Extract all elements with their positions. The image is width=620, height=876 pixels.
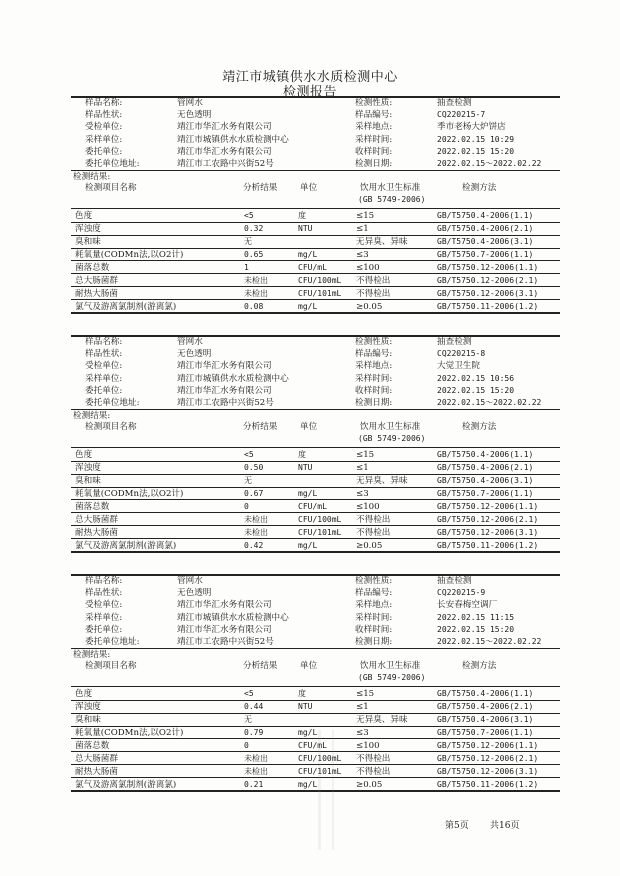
row-unit: CFU/mL <box>298 262 327 272</box>
row-standard: ≤100 <box>356 262 380 273</box>
row-item: 总大肠菌群 <box>75 514 118 525</box>
field-label-commission-address: 委托单位地址: <box>85 637 140 647</box>
row-unit: NTU <box>298 224 313 234</box>
field-value-sample-name: 管网水 <box>177 98 203 108</box>
column-header-method: 检测方法 <box>462 422 497 433</box>
field-label-sample-state: 样品性状: <box>85 110 123 121</box>
row-method: GB/T5750.11-2006(1.2) <box>437 301 539 311</box>
field-value-receive-time: 2022.02.15 15:20 <box>437 624 515 634</box>
column-header-standard: 饮用水卫生标准 <box>360 661 421 672</box>
row-item: 总大肠菌群 <box>75 275 118 286</box>
row-item: 耐热大肠菌 <box>75 766 118 777</box>
field-value-commission-unit: 靖江市华汇水务有限公司 <box>177 385 272 396</box>
field-label-test-nature: 检测性质: <box>355 337 393 347</box>
field-value-receive-time: 2022.02.15 15:20 <box>437 146 515 156</box>
rule-line <box>71 170 560 171</box>
row-result: 无 <box>244 715 252 724</box>
row-item: 浑浊度 <box>75 224 101 235</box>
column-header-standard: 饮用水卫生标准 <box>360 183 421 194</box>
field-value-sampling-unit: 靖江市城镇供水水质检测中心 <box>177 134 289 145</box>
row-result: <5 <box>244 689 254 699</box>
row-item: 色度 <box>75 689 93 700</box>
row-unit: 度 <box>298 211 306 221</box>
row-result: 0.79 <box>244 727 264 737</box>
row-standard: ≤100 <box>356 740 380 751</box>
field-value-sampling-time: 2022.02.15 11:15 <box>437 612 515 622</box>
field-label-commission-unit: 委托单位: <box>85 146 123 157</box>
row-item: 耗氧量(CODMn法,以O2计) <box>75 249 184 260</box>
column-header-method: 检测方法 <box>462 661 497 672</box>
field-label-commission-address: 委托单位地址: <box>85 398 140 408</box>
row-method: GB/T5750.4-2006(1.1) <box>437 450 534 460</box>
column-header-standard-sub: (GB 5749-2006) <box>358 673 426 683</box>
row-result: 无 <box>244 237 252 246</box>
rule-line <box>71 551 560 553</box>
row-unit: mg/L <box>298 249 318 259</box>
row-item: 臭和味 <box>75 237 101 247</box>
row-result: 0.65 <box>244 249 264 259</box>
row-unit: 度 <box>298 689 306 699</box>
row-method: GB/T5750.4-2006(3.1) <box>437 237 534 246</box>
row-method: GB/T5750.7-2006(1.1) <box>437 727 534 737</box>
field-label-test-nature: 检测性质: <box>355 576 393 586</box>
field-label-sampling-unit: 采样单位: <box>85 612 123 623</box>
field-label-test-date: 检测日期: <box>355 398 393 408</box>
row-item: 氯气及游离氯制剂(游离氯) <box>75 540 177 551</box>
field-label-test-date: 检测日期: <box>355 159 393 169</box>
field-value-commission-unit: 靖江市华汇水务有限公司 <box>177 624 272 635</box>
field-value-test-nature: 抽查检测 <box>437 576 472 586</box>
field-value-receive-time: 2022.02.15 15:20 <box>437 385 515 395</box>
field-label-commission-unit: 委托单位: <box>85 624 123 635</box>
field-value-client: 靖江市华汇水务有限公司 <box>177 122 272 133</box>
field-value-commission-address: 靖江市工农路中兴街52号 <box>177 398 274 408</box>
row-item: 总大肠菌群 <box>75 753 118 764</box>
field-label-sampling-unit: 采样单位: <box>85 134 123 145</box>
row-standard: 不得检出 <box>356 527 391 538</box>
row-result: 0.67 <box>244 488 264 498</box>
field-label-sampling-time: 采样时间: <box>355 373 393 384</box>
row-unit: CFU/101mL <box>298 766 342 776</box>
row-item: 氯气及游离氯制剂(游离氯) <box>75 301 177 312</box>
row-standard: ≤3 <box>356 727 369 738</box>
column-header-item: 检测项目名称 <box>85 183 137 194</box>
row-result: <5 <box>244 450 254 460</box>
scan-mark <box>318 730 358 850</box>
row-standard: 不得检出 <box>356 753 391 764</box>
row-method: GB/T5750.4-2006(3.1) <box>437 476 534 485</box>
column-header-result: 分析结果 <box>243 183 278 194</box>
row-item: 臭和味 <box>75 715 101 725</box>
row-standard: ≤15 <box>356 211 375 222</box>
field-label-sample-name: 样品名称: <box>85 337 123 347</box>
field-value-test-nature: 抽查检测 <box>437 337 472 347</box>
row-unit: mg/L <box>298 301 318 311</box>
field-label-client: 受检单位: <box>85 122 123 133</box>
row-standard: ≥0.05 <box>356 301 383 312</box>
row-unit: mg/L <box>298 488 318 498</box>
row-result: 1 <box>244 262 249 272</box>
row-item: 耗氧量(CODMn法,以O2计) <box>75 727 184 738</box>
field-value-sampling-site: 长安春梅空调厂 <box>437 600 498 611</box>
column-header-item: 检测项目名称 <box>85 422 137 433</box>
row-standard: 无异臭、异味 <box>356 237 408 247</box>
row-item: 菌落总数 <box>75 262 110 273</box>
row-unit: 度 <box>298 450 306 460</box>
column-header-standard-sub: (GB 5749-2006) <box>358 434 426 444</box>
row-method: GB/T5750.4-2006(1.1) <box>437 211 534 221</box>
row-method: GB/T5750.12-2006(2.1) <box>437 275 539 285</box>
row-item: 耐热大肠菌 <box>75 527 118 538</box>
row-item: 耐热大肠菌 <box>75 288 118 299</box>
row-item: 菌落总数 <box>75 501 110 512</box>
field-label-receive-time: 收样时间: <box>355 624 393 635</box>
page-number: 第5页 <box>445 821 469 831</box>
row-unit: CFU/101mL <box>298 288 342 298</box>
column-header-unit: 单位 <box>300 183 318 194</box>
field-value-sample-state: 无色透明 <box>177 110 212 121</box>
field-value-sampling-unit: 靖江市城镇供水水质检测中心 <box>177 612 289 623</box>
row-method: GB/T5750.12-2006(2.1) <box>437 514 539 524</box>
field-value-sampling-time: 2022.02.15 10:29 <box>437 134 515 144</box>
row-item: 浑浊度 <box>75 702 101 713</box>
row-standard: ≤1 <box>356 702 369 713</box>
page-total: 共16页 <box>490 821 520 831</box>
field-value-sample-state: 无色透明 <box>177 588 212 599</box>
row-method: GB/T5750.7-2006(1.1) <box>437 249 534 259</box>
row-method: GB/T5750.12-2006(2.1) <box>437 753 539 763</box>
field-label-sample-id: 样品编号: <box>355 588 393 599</box>
row-item: 色度 <box>75 450 93 461</box>
column-header-result: 分析结果 <box>243 422 278 433</box>
row-method: GB/T5750.7-2006(1.1) <box>437 488 534 498</box>
row-standard: 不得检出 <box>356 275 391 286</box>
row-unit: CFU/100mL <box>298 275 342 285</box>
field-value-client: 靖江市华汇水务有限公司 <box>177 600 272 611</box>
row-result: 未检出 <box>244 275 268 285</box>
field-label-sampling-site: 采样地点: <box>355 122 393 133</box>
row-method: GB/T5750.12-2006(1.1) <box>437 501 539 511</box>
row-unit: mg/L <box>298 779 318 789</box>
row-method: GB/T5750.11-2006(1.2) <box>437 540 539 550</box>
field-label-sample-id: 样品编号: <box>355 110 393 121</box>
row-result: 未检出 <box>244 288 268 298</box>
row-method: GB/T5750.12-2006(3.1) <box>437 766 539 776</box>
field-label-sample-state: 样品性状: <box>85 588 123 599</box>
field-label-test-nature: 检测性质: <box>355 98 393 108</box>
row-item: 耗氧量(CODMn法,以O2计) <box>75 488 184 499</box>
field-value-sampling-time: 2022.02.15 10:56 <box>437 373 515 383</box>
row-result: 0 <box>244 740 249 750</box>
row-standard: ≤3 <box>356 488 369 499</box>
row-result: 0 <box>244 501 249 511</box>
field-value-sampling-site: 季市老杨大炉饼店 <box>437 122 506 133</box>
results-label: 检测结果: <box>73 411 111 422</box>
row-method: GB/T5750.4-2006(2.1) <box>437 224 534 234</box>
field-value-commission-address: 靖江市工农路中兴街52号 <box>177 637 274 647</box>
field-value-test-date: 2022.02.15～2022.02.22 <box>437 637 542 646</box>
report-org-title: 靖江市城镇供水水质检测中心 <box>222 70 398 85</box>
row-standard: ≤100 <box>356 501 380 512</box>
field-label-sampling-time: 采样时间: <box>355 612 393 623</box>
row-method: GB/T5750.12-2006(3.1) <box>437 527 539 537</box>
row-item: 浑浊度 <box>75 463 101 474</box>
field-value-sample-id: CQ220215-9 <box>437 588 486 598</box>
rule-line <box>71 686 560 687</box>
row-result: 未检出 <box>244 753 268 763</box>
row-standard: ≥0.05 <box>356 540 383 551</box>
row-unit: mg/L <box>298 727 318 737</box>
row-item: 菌落总数 <box>75 740 110 751</box>
row-result: 0.44 <box>244 702 264 712</box>
column-header-unit: 单位 <box>300 661 318 672</box>
row-standard: 无异臭、异味 <box>356 476 408 486</box>
field-label-sample-state: 样品性状: <box>85 349 123 360</box>
row-method: GB/T5750.4-2006(1.1) <box>437 689 534 699</box>
field-value-sample-state: 无色透明 <box>177 349 212 360</box>
row-result: <5 <box>244 211 254 221</box>
row-result: 未检出 <box>244 527 268 537</box>
column-header-item: 检测项目名称 <box>85 661 137 672</box>
row-standard: ≤1 <box>356 463 369 474</box>
row-result: 无 <box>244 476 252 485</box>
row-result: 0.50 <box>244 463 264 473</box>
row-unit: NTU <box>298 702 313 712</box>
row-result: 0.08 <box>244 301 264 311</box>
row-result: 未检出 <box>244 766 268 776</box>
column-header-standard-sub: (GB 5749-2006) <box>358 195 426 205</box>
field-value-sampling-site: 大觉卫生院 <box>437 361 480 372</box>
field-label-sampling-site: 采样地点: <box>355 600 393 611</box>
row-standard: 不得检出 <box>356 288 391 299</box>
field-label-client: 受检单位: <box>85 600 123 611</box>
field-label-commission-address: 委托单位地址: <box>85 159 140 169</box>
field-value-test-date: 2022.02.15～2022.02.22 <box>437 159 542 168</box>
results-label: 检测结果: <box>73 172 111 183</box>
field-value-sample-name: 管网水 <box>177 337 203 347</box>
rule-line <box>71 335 560 337</box>
row-unit: CFU/mL <box>298 740 327 750</box>
field-value-client: 靖江市华汇水务有限公司 <box>177 361 272 372</box>
row-result: 0.32 <box>244 224 264 234</box>
column-header-result: 分析结果 <box>243 661 278 672</box>
rule-line <box>71 574 560 576</box>
field-value-test-nature: 抽查检测 <box>437 98 472 108</box>
results-label: 检测结果: <box>73 650 111 661</box>
row-method: GB/T5750.4-2006(2.1) <box>437 702 534 712</box>
field-label-receive-time: 收样时间: <box>355 385 393 396</box>
field-label-sampling-site: 采样地点: <box>355 361 393 372</box>
row-unit: mg/L <box>298 540 318 550</box>
row-result: 0.42 <box>244 540 264 550</box>
row-method: GB/T5750.4-2006(3.1) <box>437 715 534 724</box>
row-method: GB/T5750.12-2006(1.1) <box>437 740 539 750</box>
field-label-sample-name: 样品名称: <box>85 576 123 586</box>
rule-line <box>71 96 560 98</box>
field-value-test-date: 2022.02.15～2022.02.22 <box>437 398 542 407</box>
field-value-commission-address: 靖江市工农路中兴街52号 <box>177 159 274 169</box>
row-unit: CFU/101mL <box>298 527 342 537</box>
row-standard: ≤15 <box>356 689 375 700</box>
rule-line <box>71 648 560 649</box>
row-result: 未检出 <box>244 514 268 524</box>
row-item: 色度 <box>75 211 93 222</box>
row-method: GB/T5750.12-2006(1.1) <box>437 262 539 272</box>
field-value-sample-name: 管网水 <box>177 576 203 586</box>
field-label-sampling-unit: 采样单位: <box>85 373 123 384</box>
row-standard: ≤3 <box>356 249 369 260</box>
field-label-client: 受检单位: <box>85 361 123 372</box>
field-label-sample-id: 样品编号: <box>355 349 393 360</box>
column-header-standard: 饮用水卫生标准 <box>360 422 421 433</box>
column-header-unit: 单位 <box>300 422 318 433</box>
field-value-commission-unit: 靖江市华汇水务有限公司 <box>177 146 272 157</box>
row-method: GB/T5750.11-2006(1.2) <box>437 779 539 789</box>
field-label-sample-name: 样品名称: <box>85 98 123 108</box>
row-unit: CFU/100mL <box>298 753 342 763</box>
row-standard: 无异臭、异味 <box>356 715 408 725</box>
field-value-sample-id: CQ220215-7 <box>437 110 486 120</box>
row-standard: ≥0.05 <box>356 779 383 790</box>
row-standard: 不得检出 <box>356 766 391 777</box>
rule-line <box>71 790 560 792</box>
field-value-sample-id: CQ220215-8 <box>437 349 486 359</box>
rule-line <box>71 208 560 209</box>
row-unit: CFU/100mL <box>298 514 342 524</box>
field-label-commission-unit: 委托单位: <box>85 385 123 396</box>
field-value-sampling-unit: 靖江市城镇供水水质检测中心 <box>177 373 289 384</box>
row-item: 氯气及游离氯制剂(游离氯) <box>75 779 177 790</box>
field-label-test-date: 检测日期: <box>355 637 393 647</box>
row-method: GB/T5750.12-2006(3.1) <box>437 288 539 298</box>
row-method: GB/T5750.4-2006(2.1) <box>437 463 534 473</box>
row-result: 0.21 <box>244 779 264 789</box>
column-header-method: 检测方法 <box>462 183 497 194</box>
row-standard: ≤1 <box>356 224 369 235</box>
field-label-sampling-time: 采样时间: <box>355 134 393 145</box>
report-title: 检测报告 <box>282 85 337 100</box>
rule-line <box>71 312 560 314</box>
rule-line <box>71 409 560 410</box>
row-standard: 不得检出 <box>356 514 391 525</box>
row-unit: CFU/mL <box>298 501 327 511</box>
rule-line <box>71 447 560 448</box>
row-standard: ≤15 <box>356 450 375 461</box>
field-label-receive-time: 收样时间: <box>355 146 393 157</box>
row-item: 臭和味 <box>75 476 101 486</box>
row-unit: NTU <box>298 463 313 473</box>
